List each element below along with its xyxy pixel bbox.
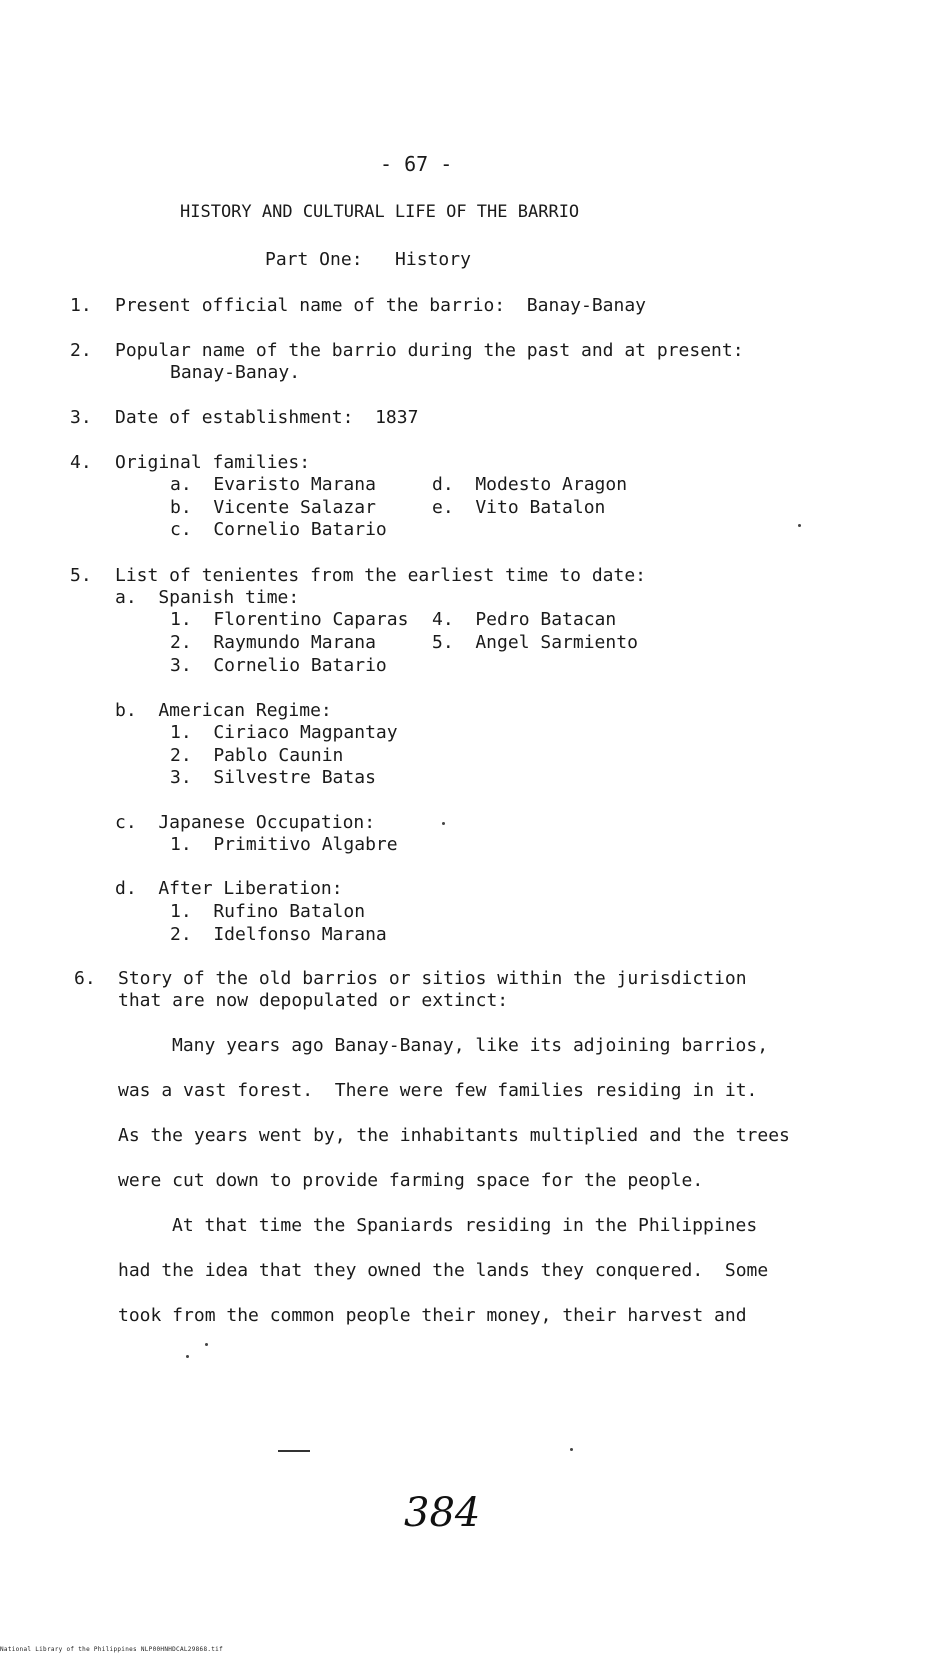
family-d: d. Modesto Aragon bbox=[432, 474, 628, 495]
teniente-spanish-1: 1. Florentino Caparas bbox=[170, 609, 409, 630]
teniente-spanish-4: 4. Pedro Batacan bbox=[432, 609, 617, 630]
document-title: HISTORY AND CULTURAL LIFE OF THE BARRIO bbox=[180, 202, 580, 222]
speck-mark bbox=[205, 1343, 208, 1346]
part-heading: Part One: History bbox=[265, 249, 471, 270]
teniente-american-2: 2. Pablo Caunin bbox=[170, 745, 344, 766]
story-line-6: had the idea that they owned the lands they conquered. Some bbox=[118, 1260, 769, 1281]
story-line-3: As the years went by, the inhabitants multiplied and the trees bbox=[118, 1125, 790, 1146]
item-3-number: 3. bbox=[70, 407, 92, 428]
item-2-number: 2. bbox=[70, 340, 92, 361]
story-line-4: were cut down to provide farming space for the people. bbox=[118, 1170, 704, 1191]
teniente-spanish-3: 3. Cornelio Batario bbox=[170, 655, 387, 676]
family-c: c. Cornelio Batario bbox=[170, 519, 387, 540]
item-2-text: Popular name of the barrio during the past and at present: bbox=[115, 340, 744, 361]
american-regime-label: b. American Regime: bbox=[115, 700, 332, 721]
teniente-japanese-1: 1. Primitivo Algabre bbox=[170, 834, 398, 855]
item-2-continuation: Banay-Banay. bbox=[170, 362, 301, 383]
japanese-occupation-label: c. Japanese Occupation: bbox=[115, 812, 376, 833]
teniente-spanish-5: 5. Angel Sarmiento bbox=[432, 632, 638, 653]
speck-mark bbox=[186, 1355, 189, 1358]
family-b: b. Vicente Salazar bbox=[170, 497, 376, 518]
family-e: e. Vito Batalon bbox=[432, 497, 606, 518]
item-4-text: Original families: bbox=[115, 452, 311, 473]
teniente-spanish-2: 2. Raymundo Marana bbox=[170, 632, 376, 653]
item-4-number: 4. bbox=[70, 452, 92, 473]
teniente-liberation-1: 1. Rufino Batalon bbox=[170, 901, 366, 922]
item-3-text: Date of establishment: 1837 bbox=[115, 407, 419, 428]
family-a: a. Evaristo Marana bbox=[170, 474, 376, 495]
teniente-american-1: 1. Ciriaco Magpantay bbox=[170, 722, 398, 743]
story-line-1: Many years ago Banay-Banay, like its adjoining barrios, bbox=[172, 1035, 769, 1056]
item-5-number: 5. bbox=[70, 565, 92, 586]
scribble-mark bbox=[278, 1450, 310, 1452]
item-1-number: 1. bbox=[70, 295, 92, 316]
item-1-text: Present official name of the barrio: Banay-Banay bbox=[115, 295, 647, 316]
item-6-number: 6. bbox=[74, 968, 96, 989]
teniente-american-3: 3. Silvestre Batas bbox=[170, 767, 376, 788]
spanish-time-label: a. Spanish time: bbox=[115, 587, 300, 608]
archive-footer: National Library of the Philippines NLP00HNHDCAL29868.tif bbox=[0, 1646, 224, 1653]
teniente-liberation-2: 2. Idelfonso Marana bbox=[170, 924, 387, 945]
item-6-continuation: that are now depopulated or extinct: bbox=[118, 990, 509, 1011]
speck-mark bbox=[442, 822, 445, 825]
speck-mark bbox=[798, 524, 801, 527]
story-line-2: was a vast forest. There were few families residing in it. bbox=[118, 1080, 758, 1101]
after-liberation-label: d. After Liberation: bbox=[115, 878, 343, 899]
item-6-text: Story of the old barrios or sitios within the jurisdiction bbox=[118, 968, 747, 989]
item-5-text: List of tenientes from the earliest time to date: bbox=[115, 565, 647, 586]
page-number: - 67 - bbox=[380, 152, 453, 176]
story-line-7: took from the common people their money, their harvest and bbox=[118, 1305, 747, 1326]
speck-mark bbox=[570, 1448, 573, 1451]
handwritten-page-number: 384 bbox=[404, 1490, 481, 1536]
story-line-5: At that time the Spaniards residing in the Philippines bbox=[172, 1215, 758, 1236]
